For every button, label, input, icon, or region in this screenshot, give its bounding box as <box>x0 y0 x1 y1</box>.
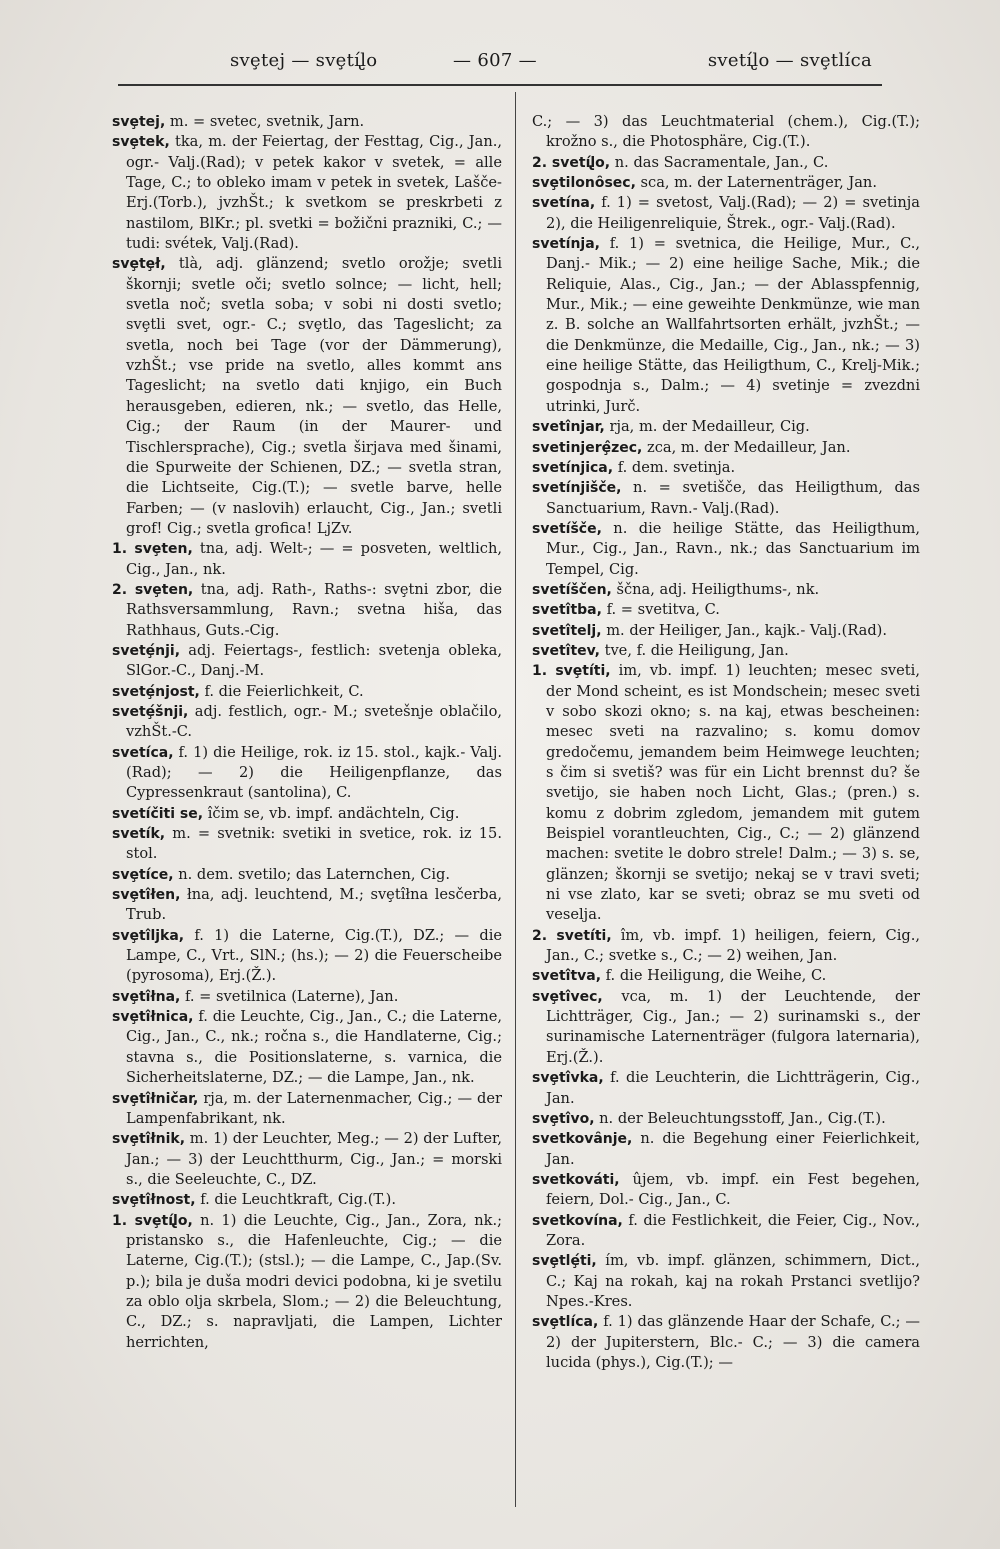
entry-definition: ûjem, vb. impf. ein Fest begehen, feiern, Dol.- Cig., Jan., C. <box>546 1170 920 1209</box>
entry-definition: n. 1) die Leuchte, Cig., Jan., Zora, nk.; pristansko s., die Hafenleuchte, Cig.; — die Laterne, Cig.(T.); (stsl.); — die Lampe, C., Jap.(Sv. p.); bila je duša modri devici podobna, ki je svetilu za oblo olja skrbela, Slom.; — 2) die Beleuchtung, C., DZ.; s. napravljati, die Lampen, Lichter herrichten, <box>126 1211 502 1351</box>
entry-headword: svetîtba, <box>532 602 602 619</box>
dictionary-entry <box>532 438 920 458</box>
entry-headword: 2. svȩten, <box>112 581 194 598</box>
dictionary-entry <box>112 885 502 926</box>
entry-headword: svȩtîvec, <box>532 988 603 1005</box>
dictionary-entry <box>532 661 920 925</box>
dictionary-entry <box>532 193 920 234</box>
entry-headword: svetíčiti se, <box>112 805 204 822</box>
entry-headword: svetȩ́nji, <box>112 642 181 659</box>
dictionary-entry <box>532 519 920 580</box>
entry-definition: n. der Beleuchtungsstoff, Jan., Cig.(T.). <box>594 1109 886 1127</box>
entry-headword: svȩtîłna, <box>112 988 181 1005</box>
dictionary-entry <box>112 865 502 885</box>
entry-headword: 2. svetíti, <box>532 927 612 944</box>
entry-definition: ím, vb. impf. glänzen, schimmern, Dict., C.; Kaj na rokah, kaj na rokah Prstanci svetlijo? Npes.-Kres. <box>546 1252 920 1310</box>
dictionary-entry <box>532 153 920 173</box>
entry-headword: svetíščen, <box>532 581 612 598</box>
dictionary-entry <box>112 1129 502 1190</box>
entry-definition: f. die Festlichkeit, die Feier, Cig., Nov., Zora. <box>546 1211 920 1249</box>
entry-headword: svetínja, <box>532 236 600 253</box>
entry-definition: vca, m. 1) der Leuchtende, der Lichtträger, Cig., Jan.; — 2) surinamski s., der surinamische Laternenträger (fulgora laternaria), Erj.(Ž.). <box>546 987 920 1066</box>
entry-definition: adj. festlich, ogr.- M.; svetešnje oblačilo, vzhŠt.-C. <box>126 702 502 741</box>
entry-definition: n. die heilige Stätte, das Heiligthum, Mur., Cig., Jan., Ravn., nk.; das Sanctuarium im Tempel, Cig. <box>546 519 920 578</box>
dictionary-entry <box>532 987 920 1068</box>
dictionary-entry <box>532 1109 920 1129</box>
entry-headword: svȩtek, <box>112 134 170 151</box>
entry-headword: svȩtíce, <box>112 866 174 883</box>
dictionary-entry <box>112 682 502 702</box>
dictionary-entry <box>532 1312 920 1373</box>
entry-definition: îčim se, vb. impf. andächteln, Cig. <box>203 804 460 822</box>
entry-definition: f. 1) = svetost, Valj.(Rad); — 2) = svetinja 2), die Heiligenreliquie, Štrek., ogr.- Valj.(Rad). <box>546 194 920 232</box>
entry-headword: svȩtîłnica, <box>112 1009 194 1026</box>
dictionary-entry <box>112 1007 502 1088</box>
entry-definition: im, vb. impf. 1) leuchten; mesec sveti, der Mond scheint, es ist Mondschein; mesec sveti v sobo skozi okno; s. na kaj, etwas bescheinen: mesec sveti na razvalino; s. komu domov gredočemu, jemandem beim Heimwege leuchten; s čim si svetiš? was für ein Licht brennst du? še svetijo, sie haben noch Licht, Glas.; (pren.) s. komu z dobrim zgledom, jemandem mit gutem Beispiel vorantleuchten, Cig., C.; — 2) glänzend machen: svetite le dobro strele! Dalm.; — 3) s. se, glänzen; škornji se svetijo; nekaj se v travi sveti; ni vse zlato, kar se sveti; obraz se mu sveti od veselja. <box>546 662 920 924</box>
entry-headword: svetinjerȩ̂zec, <box>532 439 643 456</box>
entry-definition: m. = svetec, svetnik, Jarn. <box>165 113 365 130</box>
entry-definition: tlà, adj. glänzend; svetlo orožje; svetli škornji; svetle oči; svetlo solnce; — licht, hell; svetla noč; svetla soba; v sobi ni dosti svetlo; svȩtli svet, ogr.- C.; svȩtlo, das Tageslicht; za svetla, noch bei Tage (vor der Dämmerung), vzhŠt.; vse pride na svetlo, alles kommt ans Tageslicht; na svetlo dati knjigo, ein Buch herausgeben, edieren, nk.; — svetlo, das Helle, Cig.; der Raum (in der Maurer- und Tischlersprache), Cig.; svetla širjava med šinami, die Spurweite der Schienen, DZ.; — svetla stran, die Lichtseite, Cig.(T.); — svetle barve, helle Farben; — (v naslovih) erlaucht, Cig., Jan.; svetli grof! Cig.; svetla grofica! LjZv. <box>126 255 502 537</box>
header-right-guideword: svetíl̢o — svȩtlíca <box>707 50 872 71</box>
dictionary-entry <box>112 641 502 682</box>
entry-headword: svetínjica, <box>532 459 614 476</box>
dictionary-entry <box>532 234 920 417</box>
running-header <box>118 46 882 80</box>
dictionary-entry <box>112 539 502 580</box>
dictionary-entry <box>532 1129 920 1170</box>
dictionary-entry <box>532 417 920 437</box>
entry-headword: svetkovína, <box>532 1212 623 1229</box>
entry-definition: zca, m. der Medailleur, Jan. <box>642 438 851 456</box>
entry-definition: m. der Heiliger, Jan., kajk.- Valj.(Rad). <box>601 621 888 639</box>
header-rule <box>118 84 882 86</box>
entry-headword: svetîtev, <box>532 642 600 659</box>
entry-headword: svetíšče, <box>532 520 602 537</box>
entry-headword: svetína, <box>532 195 596 212</box>
page-number: — 607 — <box>453 50 537 71</box>
entry-headword: svȩtlíca, <box>532 1314 599 1331</box>
dictionary-entry <box>532 641 920 661</box>
entry-definition: rja, m. der Laternenmacher, Cig.; — der Lampenfabrikant, nk. <box>126 1089 502 1127</box>
entry-headword: svȩtîłničar, <box>112 1090 199 1107</box>
entry-definition: n. = svetišče, das Heiligthum, das Sanctuarium, Ravn.- Valj.(Rad). <box>546 479 920 517</box>
entry-headword: 2. svetíl̢o, <box>532 154 611 171</box>
dictionary-entry <box>532 458 920 478</box>
entry-definition: sca, m. der Laternenträger, Jan. <box>635 174 877 192</box>
dictionary-entry <box>112 987 502 1007</box>
dictionary-entry <box>112 743 502 804</box>
entry-definition: adj. Feiertags-, festlich: svetenja obleka, SlGor.-C., Danj.-M. <box>126 641 502 680</box>
dictionary-entry <box>112 112 502 132</box>
entry-definition: m. 1) der Leuchter, Meg.; — 2) der Lufter, Jan.; — 3) der Leuchtthurm, Cig., Jan.; = morski s., die Seeleuchte, C., DZ. <box>126 1130 502 1188</box>
entry-headword: svȩtîljka, <box>112 927 185 944</box>
entry-headword: svetîtva, <box>532 968 602 985</box>
entry-headword: svetîtelj, <box>532 622 602 639</box>
entry-definition: C.; — 3) das Leuchtmaterial (chem.), Cig.(T.); krožno s., die Photosphäre, Cig.(T.). <box>532 113 920 151</box>
entry-definition: f. 1) = svetnica, die Heilige, Mur., C., Danj.- Mik.; — 2) eine heilige Sache, Mik.; die Reliquie, Alas., Cig., Jan.; — der Ablasspfennig, Mur., Mik.; — eine geweihte Denkmünze, wie man z. B. solche an Wallfahrtsorten erhält, jvzhŠt.; — die Denkmünze, die Medaille, Cig., Jan., nk.; — 3) eine heilige Stätte, das Heiligthum, C., Krelj-Mik.; gospodnja s., Dalm.; — 4) svetinje = zvezdni utrinki, Jurč. <box>546 235 920 415</box>
entry-definition: tve, f. die Heiligung, Jan. <box>599 641 789 659</box>
entry-definition: f. = svetitva, C. <box>601 601 720 619</box>
left-column <box>112 112 502 1353</box>
entry-definition: f. die Leuchterin, die Lichtträgerin, Cig., Jan. <box>546 1069 920 1107</box>
dictionary-entry <box>112 580 502 641</box>
dictionary-entry <box>532 621 920 641</box>
entry-headword: 1. svȩtíl̢o, <box>112 1212 193 1229</box>
entry-headword: svetȩ́šnji, <box>112 703 189 720</box>
right-column <box>532 112 920 1373</box>
dictionary-entry <box>112 132 502 254</box>
header-left-guideword: svȩtej — svȩtíl̢o <box>230 50 378 71</box>
entry-definition: f. die Heiligung, die Weihe, C. <box>601 967 827 985</box>
entry-definition: f. die Leuchte, Cig., Jan., C.; die Laterne, Cig., Jan., C., nk.; ročna s., die Handlaterne, Cig.; stavna s., die Positionslaterne, s. varnica, die Sicherheitslaterne, DZ.; — die Lampe, Jan., nk. <box>126 1008 502 1087</box>
entry-definition: ščna, adj. Heiligthums-, nk. <box>611 580 820 598</box>
entry-headword: svȩtîvo, <box>532 1110 595 1127</box>
dictionary-entry <box>532 1211 920 1252</box>
column-divider <box>515 92 516 1507</box>
entry-definition: tna, adj. Rath-, Raths-: svȩtni zbor, die Rathsversammlung, Ravn.; svetna hiša, das Rathhaus, Guts.-Cig. <box>126 580 502 639</box>
entry-definition: łna, adj. leuchtend, M.; svȩtîłna lesčerba, Trub. <box>126 886 502 924</box>
entry-definition: tna, adj. Welt-; — = posveten, weltlich, Cig., Jan., nk. <box>126 540 502 578</box>
entry-headword: svetînjar, <box>532 419 605 436</box>
dictionary-entry <box>112 1190 502 1210</box>
entry-headword: svȩtilonȏsec, <box>532 175 636 192</box>
dictionary-entry <box>532 600 920 620</box>
dictionary-entry <box>532 478 920 519</box>
entry-definition: f. 1) die Heilige, rok. iz 15. stol., kajk.- Valj.(Rad); — 2) die Heiligenpflanze, das Cypressenkraut (santolina), C. <box>126 743 502 802</box>
entry-definition: tka, m. der Feiertag, der Festtag, Cig., Jan., ogr.- Valj.(Rad); v petek kakor v svetek, = alle Tage, C.; to obleko imam v petek in svetek, Lašče-Erj.(Torb.), jvzhŠt.; k svetkom se preskrbeti z nastilom, BlKr.; pl. svetki = božični prazniki, C.; — tudi: svétek, Valj.(Rad). <box>126 133 502 253</box>
dictionary-entry <box>112 1089 502 1130</box>
dictionary-entry <box>532 173 920 193</box>
dictionary-entry <box>112 804 502 824</box>
entry-headword: svetkovȃnje, <box>532 1131 633 1148</box>
entry-definition: m. = svetnik: svetiki in svetice, rok. iz 15. stol. <box>126 825 502 863</box>
entry-definition: n. dem. svetilo; das Laternchen, Cig. <box>173 865 451 883</box>
entry-headword: svȩtej, <box>112 114 166 130</box>
entry-headword: 1. svȩten, <box>112 541 193 558</box>
entry-definition: n. das Sacramentale, Jan., C. <box>610 153 829 171</box>
dictionary-entry <box>112 1211 502 1353</box>
dictionary-entry <box>112 824 502 865</box>
entry-headword: svȩtlȩ́ti, <box>532 1253 597 1270</box>
entry-headword: svȩtȩł, <box>112 256 166 273</box>
entry-headword: svetkováti, <box>532 1171 620 1188</box>
dictionary-entry <box>532 966 920 986</box>
entry-headword: svetíca, <box>112 744 174 761</box>
entry-headword: svȩtîłnost, <box>112 1192 196 1209</box>
entry-definition: f. die Feierlichkeit, C. <box>199 682 364 700</box>
entry-headword: 1. svȩtíti, <box>532 663 611 680</box>
entry-headword: svȩtîłnik, <box>112 1131 186 1148</box>
entry-headword: svetík, <box>112 826 166 843</box>
entry-definition: rja, m. der Medailleur, Cig. <box>604 418 810 436</box>
entry-headword: svȩtîłen, <box>112 887 181 904</box>
dictionary-entry <box>112 702 502 743</box>
dictionary-entry <box>532 1068 920 1109</box>
entry-headword: svetínjišče, <box>532 480 622 497</box>
entry-definition: f. 1) die Laterne, Cig.(T.), DZ.; — die Lampe, C., Vrt., SlN.; (hs.); — 2) die Feuerscheibe (pyrosoma), Erj.(Ž.). <box>126 926 502 985</box>
dictionary-entry <box>532 1170 920 1211</box>
dictionary-entry <box>532 580 920 600</box>
dictionary-entry <box>532 1251 920 1312</box>
dictionary-entry <box>112 254 502 539</box>
entry-headword: svȩtîvka, <box>532 1070 604 1087</box>
entry-definition: f. 1) das glänzende Haar der Schafe, C.; — 2) der Jupiterstern, Blc.- C.; — 3) die camera lucida (phys.), Cig.(T.); — <box>546 1313 920 1371</box>
dictionary-entry <box>532 112 920 153</box>
entry-definition: f. = svetilnica (Laterne), Jan. <box>180 987 399 1005</box>
entry-definition: f. die Leuchtkraft, Cig.(T.). <box>195 1191 396 1209</box>
entry-definition: îm, vb. impf. 1) heiligen, feiern, Cig., Jan., C.; svetke s., C.; — 2) weihen, Jan. <box>546 926 920 965</box>
dictionary-entry <box>532 926 920 967</box>
entry-definition: n. die Begehung einer Feierlichkeit, Jan. <box>546 1130 920 1168</box>
entry-definition: f. dem. svetinja. <box>613 458 736 476</box>
entry-headword: svetȩ́njost, <box>112 683 200 700</box>
dictionary-entry <box>112 926 502 987</box>
